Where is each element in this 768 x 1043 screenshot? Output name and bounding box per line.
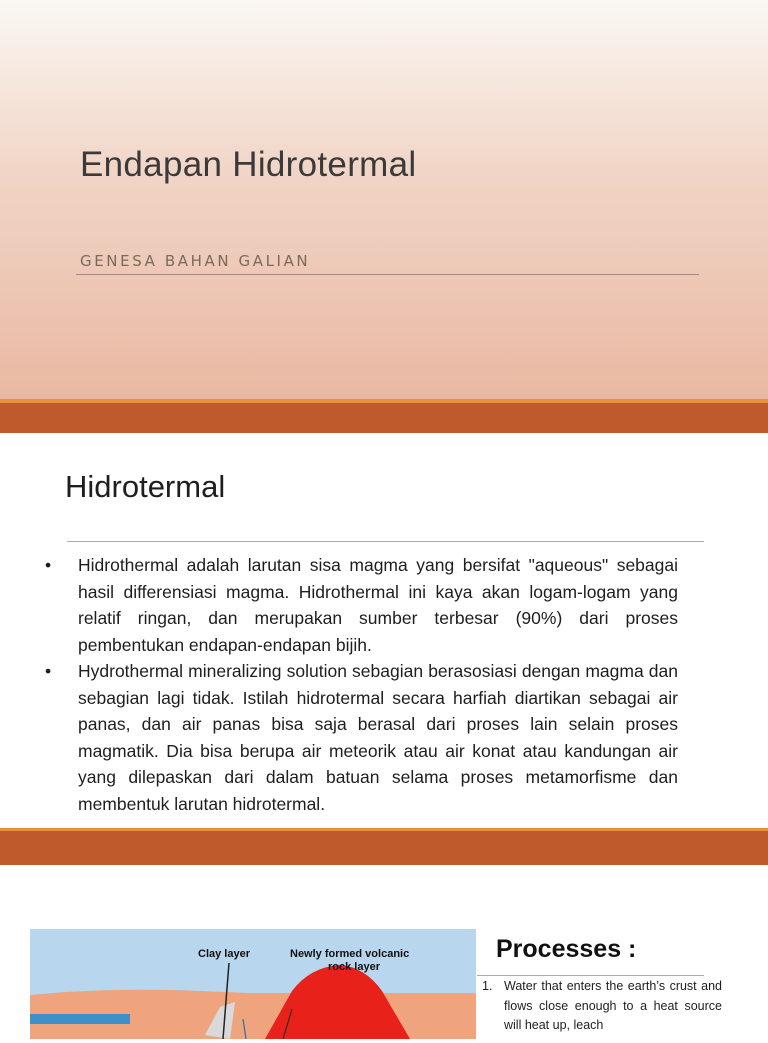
slide-title: Endapan Hidrotermal [80, 145, 417, 184]
processes-slide [0, 865, 768, 1032]
bullet-text: Hidrothermal adalah larutan sisa magma yang bersifat "aqueous" sebagai hasil differensiasi magma. Hidrothermal ini kaya akan logam-logam yang relatif ringan, dan merupakan sumber terbesar (90%) dari proses pembentukan endapan-endapan bijih. [78, 555, 678, 655]
processes-divider [477, 975, 704, 976]
clay-layer-label: Clay layer [198, 948, 250, 960]
list-item [45, 658, 678, 817]
item-number: 1. [482, 979, 493, 993]
title-slide [0, 0, 768, 433]
volcanic-layer-label: Newly formed volcanic [290, 948, 410, 960]
bullet-list [45, 552, 678, 817]
processes-heading: Processes : [496, 935, 637, 963]
title-divider [76, 274, 699, 275]
list-item [482, 977, 722, 1036]
slide-subtitle: GENESA BAHAN GALIAN [80, 252, 311, 270]
heading-divider [67, 541, 704, 542]
process-list [482, 977, 722, 1036]
content-heading: Hidrotermal [65, 469, 226, 504]
geology-diagram [30, 929, 476, 1039]
volcanic-layer-label-2: rock layer [328, 961, 380, 973]
geology-diagram-svg [30, 929, 476, 1039]
content-slide [0, 433, 768, 865]
accent-band-dark [0, 403, 768, 433]
water-layer [30, 1014, 130, 1024]
item-text: Water that enters the earth’s crust and flows close enough to a heat source will heat up, leach [504, 979, 722, 1032]
list-item [45, 552, 678, 658]
bullet-icon: • [45, 555, 52, 575]
bullet-text: Hydrothermal mineralizing solution sebagian berasosiasi dengan magma dan sebagian lagi tidak. Istilah hidrotermal secara harfiah diartikan sebagai air panas, dan air panas bisa saja berasal dari proses lain selain proses magmatik. Dia bisa berupa air meteorik atau air konat atau kandungan air yang dilepaskan dari dalam batuan selama proses metamorfisme dan membentuk larutan hidrotermal. [78, 661, 678, 814]
accent-band-dark [0, 831, 768, 865]
bullet-icon: • [45, 661, 52, 681]
